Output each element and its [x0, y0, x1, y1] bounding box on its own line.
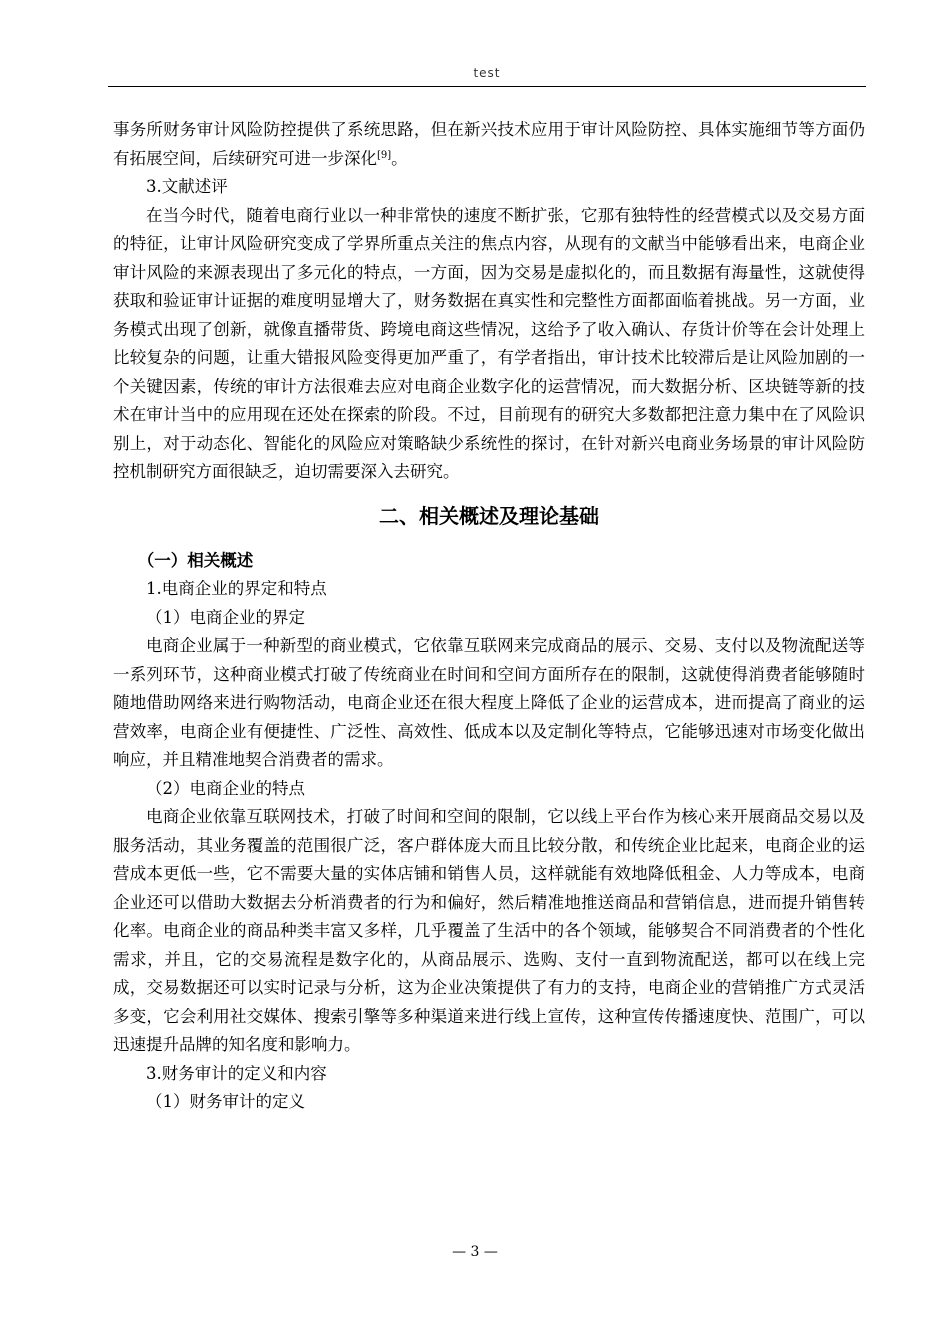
paragraph-continuation: [113, 116, 865, 173]
subheading-financial-audit-definition: （1）财务审计的定义: [146, 1092, 305, 1111]
subheading-ecommerce: 1.电商企业的界定和特点: [146, 579, 327, 598]
subheading-literature-review: 3.文献述评: [146, 177, 228, 196]
paragraph-literature-review: 在当今时代，随着电商行业以一种非常快的速度不断扩张，它那有独特性的经营模式以及交易方面的特征，让审计风险研究变成了学界所重点关注的焦点内容，从现有的文献当中能够看出来，电商企业审计风险的来源表现出了多元化的特点，一方面，因为交易是虚拟化的，而且数据有海量性，这就使得获取和验证审计证据的难度明显增大了，财务数据在真实性和完整性方面都面临着挑战。另一方面，业务模式出现了创新，就像直播带货、跨境电商这些情况，这给予了收入确认、存货计价等在会计处理上比较复杂的问题，让重大错报风险变得更加严重了，有学者指出，审计技术比较滞后是让风险加剧的一个关键因素，传统的审计方法很难去应对电商企业数字化的运营情况，而大数据分析、区块链等新的技术在审计当中的应用现在还处在探索的阶段。不过，目前现有的研究大多数都把注意力集中在了风险识别上，对于动态化、智能化的风险应对策略缺少系统性的探讨，在针对新兴电商业务场景的审计风险防控机制研究方面很缺乏，迫切需要深入去研究。: [113, 205, 865, 481]
section-title: （一）相关概述: [137, 550, 254, 570]
page-header: test: [473, 66, 501, 80]
continuation-text: 事务所财务审计风险防控提供了系统思路，但在新兴技术应用于审计风险防控、具体实施细节等方面仍有拓展空间，后续研究可进一步深化: [113, 120, 865, 168]
subheading-ecommerce-definition: （1）电商企业的界定: [146, 607, 305, 627]
citation-ref: [9]: [377, 149, 392, 161]
continuation-end: 。: [391, 148, 408, 168]
document-body: [113, 116, 865, 1117]
chapter-title: 二、相关概述及理论基础: [379, 503, 599, 528]
subheading-financial-audit: 3.财务审计的定义和内容: [146, 1063, 327, 1083]
paragraph-ecommerce-definition: 电商企业属于一种新型的商业模式，它依靠互联网来完成商品的展示、交易、支付以及物流配送等一系列环节，这种商业模式打破了传统商业在时间和空间方面所存在的限制，这就使得消费者能够随时随地借助网络来进行购物活动，电商企业还在很大程度上降低了企业的运营成本，进而提高了商业的运营效率，电商企业有便捷性、广泛性、高效性、低成本以及定制化等特点，它能够迅速对市场变化做出响应，并且精准地契合消费者的需求。: [113, 636, 865, 769]
page-number: — 3 —: [452, 1244, 498, 1260]
paragraph-ecommerce-features: 电商企业依靠互联网技术，打破了时间和空间的限制，它以线上平台作为核心来开展商品交易以及服务活动，其业务覆盖的范围很广泛，客户群体庞大而且比较分散，和传统企业比起来，电商企业的运营成本更低一些，它不需要大量的实体店铺和销售人员，这样就能有效地降低租金、人力等成本，电商企业还可以借助大数据去分析消费者的行为和偏好，然后精准地推送商品和营销信息，进而提升销售转化率。电商企业的商品种类丰富又多样，几乎覆盖了生活中的各个领域，能够契合不同消费者的个性化需求，并且，它的交易流程是数字化的，从商品展示、选购、支付一直到物流配送，都可以在线上完成，交易数据还可以实时记录与分析，这为企业决策提供了有力的支持，电商企业的营销推广方式灵活多变，它会利用社交媒体、搜索引擎等多种渠道来进行线上宣传，这种宣传传播速度快、范围广，可以迅速提升品牌的知名度和影响力。: [113, 807, 865, 1054]
header-divider: [108, 86, 866, 87]
subheading-ecommerce-features: （2）电商企业的特点: [146, 778, 305, 798]
